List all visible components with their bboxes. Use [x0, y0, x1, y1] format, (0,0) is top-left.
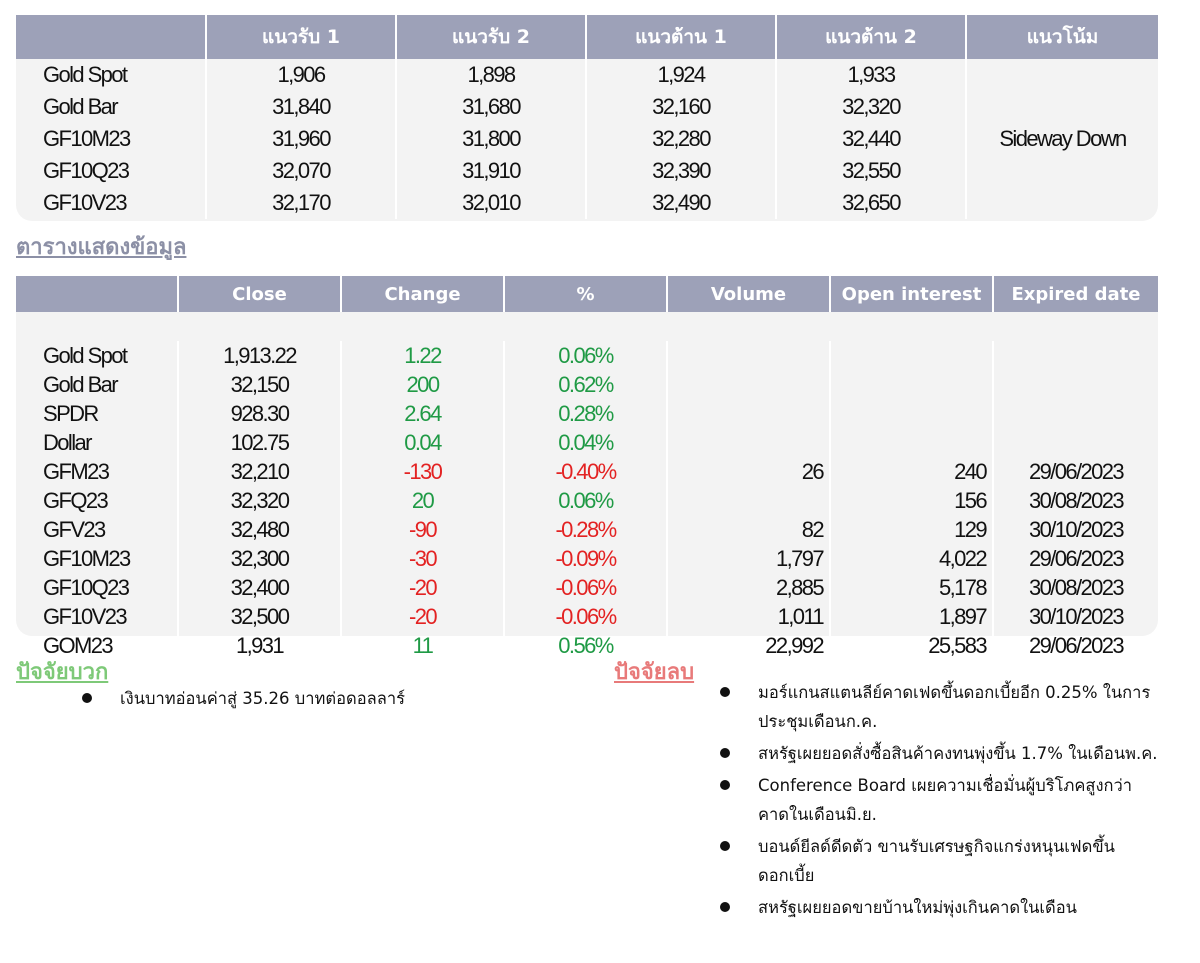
- instrument-name: GF10Q23: [16, 155, 206, 187]
- close-value: 32,320: [178, 486, 341, 515]
- open-interest-value: [830, 370, 993, 399]
- bullet-icon: [720, 902, 730, 912]
- change-value: -90: [341, 515, 504, 544]
- instrument-name: Gold Spot: [16, 59, 206, 91]
- volume-value: 82: [667, 515, 830, 544]
- bullet-icon: [720, 687, 730, 697]
- data-row: [16, 544, 1158, 573]
- instrument-name: Gold Bar: [16, 91, 206, 123]
- instrument-name: GF10M23: [16, 544, 178, 573]
- instrument-name: Dollar: [16, 428, 178, 457]
- header-resistance-1: แนวต้าน 1: [586, 15, 776, 59]
- resistance-2-value: 32,650: [776, 187, 966, 219]
- close-value: 928.30: [178, 399, 341, 428]
- open-interest-value: 4,022: [830, 544, 993, 573]
- open-interest-value: 156: [830, 486, 993, 515]
- section-title: ตารางแสดงข้อมูล: [16, 235, 187, 260]
- expired-date-value: [993, 428, 1158, 457]
- close-value: 32,300: [178, 544, 341, 573]
- bullet-icon: [720, 841, 730, 851]
- instrument-name: GF10M23: [16, 123, 206, 155]
- instrument-name: GF10V23: [16, 187, 206, 219]
- change-value: 200: [341, 370, 504, 399]
- bullet-icon: [720, 780, 730, 790]
- header-support-2: แนวรับ 2: [396, 15, 586, 59]
- instrument-name: GOM23: [16, 631, 178, 660]
- resistance-1-value: 32,160: [586, 91, 776, 123]
- header-volume: Volume: [667, 276, 830, 312]
- open-interest-value: 1,897: [830, 602, 993, 631]
- percent-value: -0.06%: [504, 573, 667, 602]
- expired-date-value: 30/10/2023: [1028, 516, 1124, 542]
- percent-value: -0.06%: [504, 602, 667, 631]
- percent-value: 0.04%: [504, 428, 667, 457]
- levels-table: [16, 15, 1158, 219]
- positive-factors-list: [82, 684, 562, 713]
- levels-header-blank: [16, 15, 206, 59]
- volume-value: 26: [667, 457, 830, 486]
- instrument-name: Gold Bar: [16, 370, 178, 399]
- open-interest-value: [830, 399, 993, 428]
- data-row: [16, 573, 1158, 602]
- support-1-value: 32,070: [206, 155, 396, 187]
- support-2-value: 31,680: [396, 91, 586, 123]
- negative-factor-text: สหรัฐเผยยอดขายบ้านใหม่พุ่งเกินคาดในเดือน: [758, 898, 1077, 917]
- close-value: 32,210: [178, 457, 341, 486]
- header-support-1: แนวรับ 1: [206, 15, 396, 59]
- expired-date-value: 30/08/2023: [1028, 487, 1124, 513]
- data-row: [16, 428, 1158, 457]
- data-row: [16, 602, 1158, 631]
- expired-date-value: 29/06/2023: [1028, 458, 1124, 484]
- negative-factor-item: [720, 893, 1160, 922]
- expired-date-value: 29/06/2023: [1028, 545, 1124, 571]
- volume-value: [667, 370, 830, 399]
- change-value: 0.04: [341, 428, 504, 457]
- positive-factor-item: [82, 684, 562, 713]
- levels-row: [16, 59, 1158, 91]
- expired-date-value: 30/10/2023: [1028, 603, 1124, 629]
- close-value: 1,913.22: [178, 341, 341, 370]
- instrument-name: GFV23: [16, 515, 178, 544]
- levels-header-row: [16, 15, 1158, 59]
- data-row: [16, 515, 1158, 544]
- change-value: -130: [341, 457, 504, 486]
- close-value: 32,150: [178, 370, 341, 399]
- open-interest-value: 25,583: [830, 631, 993, 660]
- close-value: 32,500: [178, 602, 341, 631]
- resistance-2-value: 32,440: [776, 123, 966, 155]
- volume-value: [667, 399, 830, 428]
- volume-value: 1,011: [667, 602, 830, 631]
- close-value: 32,400: [178, 573, 341, 602]
- volume-value: [667, 428, 830, 457]
- percent-value: 0.28%: [504, 399, 667, 428]
- volume-value: [667, 486, 830, 515]
- data-row: [16, 486, 1158, 515]
- percent-value: -0.28%: [504, 515, 667, 544]
- spacer-row: [16, 312, 1158, 341]
- resistance-1-value: 32,390: [586, 155, 776, 187]
- data-row: [16, 341, 1158, 370]
- instrument-name: Gold Spot: [16, 341, 178, 370]
- volume-value: 22,992: [667, 631, 830, 660]
- close-value: 32,480: [178, 515, 341, 544]
- change-value: -20: [341, 573, 504, 602]
- volume-value: 2,885: [667, 573, 830, 602]
- negative-factor-item: [720, 739, 1160, 768]
- support-2-value: 31,800: [396, 123, 586, 155]
- resistance-1-value: 32,490: [586, 187, 776, 219]
- open-interest-value: [830, 428, 993, 457]
- spacer-cell: [16, 312, 1158, 341]
- data-header-blank: [16, 276, 178, 312]
- expired-date-value: [993, 341, 1158, 370]
- percent-value: 0.62%: [504, 370, 667, 399]
- data-table: [16, 276, 1158, 660]
- instrument-name: GF10V23: [16, 602, 178, 631]
- negative-factors-list: [720, 678, 1160, 925]
- header-open-interest: Open interest: [830, 276, 993, 312]
- support-1-value: 31,840: [206, 91, 396, 123]
- instrument-name: GFQ23: [16, 486, 178, 515]
- header-change: Change: [341, 276, 504, 312]
- percent-value: 0.06%: [504, 341, 667, 370]
- change-value: 2.64: [341, 399, 504, 428]
- instrument-name: GF10Q23: [16, 573, 178, 602]
- resistance-2-value: 32,550: [776, 155, 966, 187]
- support-2-value: 31,910: [396, 155, 586, 187]
- bullet-icon: [82, 693, 92, 703]
- change-value: 11: [341, 631, 504, 660]
- support-1-value: 1,906: [206, 59, 396, 91]
- data-panel: [16, 276, 1158, 658]
- negative-factor-item: [720, 771, 1160, 829]
- expired-date-value: [993, 370, 1158, 399]
- data-row: [16, 631, 1158, 660]
- data-row: [16, 457, 1158, 486]
- negative-factor-item: [720, 678, 1160, 736]
- resistance-2-value: 32,320: [776, 91, 966, 123]
- resistance-1-value: 32,280: [586, 123, 776, 155]
- header-trend: แนวโน้ม: [966, 15, 1158, 59]
- negative-factor-text: สหรัฐเผยยอดสั่งซื้อสินค้าคงทนพุ่งขึ้น 1.7% ในเดือนพ.ค.: [758, 744, 1158, 763]
- negative-factor-text: มอร์แกนสแตนลีย์คาดเฟดขึ้นดอกเบี้ยอีก 0.25% ในการประชุมเดือนก.ค.: [758, 683, 1151, 731]
- expired-date-value: 30/08/2023: [1028, 574, 1124, 600]
- open-interest-value: [830, 341, 993, 370]
- open-interest-value: 129: [830, 515, 993, 544]
- support-1-value: 31,960: [206, 123, 396, 155]
- instrument-name: GFM23: [16, 457, 178, 486]
- resistance-2-value: 1,933: [776, 59, 966, 91]
- percent-value: 0.06%: [504, 486, 667, 515]
- header-resistance-2: แนวต้าน 2: [776, 15, 966, 59]
- expired-date-value: 29/06/2023: [1028, 632, 1124, 658]
- header-close: Close: [178, 276, 341, 312]
- trend-value: Sideway Down: [999, 126, 1126, 151]
- support-2-value: 1,898: [396, 59, 586, 91]
- positive-factors-title: ปัจจัยบวก: [16, 660, 109, 685]
- open-interest-value: 240: [830, 457, 993, 486]
- data-header-row: [16, 276, 1158, 312]
- change-value: -20: [341, 602, 504, 631]
- instrument-name: SPDR: [16, 399, 178, 428]
- percent-value: 0.56%: [504, 631, 667, 660]
- negative-factor-item: [720, 832, 1160, 890]
- volume-value: 1,797: [667, 544, 830, 573]
- percent-value: -0.09%: [504, 544, 667, 573]
- percent-value: -0.40%: [504, 457, 667, 486]
- negative-factor-text: บอนด์ยีลด์ดีดตัว ขานรับเศรษฐกิจแกร่งหนุนเฟดขึ้นดอกเบี้ย: [758, 837, 1115, 885]
- support-2-value: 32,010: [396, 187, 586, 219]
- change-value: 1.22: [341, 341, 504, 370]
- close-value: 102.75: [178, 428, 341, 457]
- open-interest-value: 5,178: [830, 573, 993, 602]
- change-value: -30: [341, 544, 504, 573]
- resistance-1-value: 1,924: [586, 59, 776, 91]
- change-value: 20: [341, 486, 504, 515]
- header-expired-date: Expired date: [993, 276, 1158, 312]
- positive-factor-text: เงินบาทอ่อนค่าสู่ 35.26 บาทต่อดอลลาร์: [120, 689, 406, 708]
- data-row: [16, 370, 1158, 399]
- volume-value: [667, 341, 830, 370]
- bullet-icon: [720, 748, 730, 758]
- close-value: 1,931: [178, 631, 341, 660]
- data-row: [16, 399, 1158, 428]
- negative-factor-text: Conference Board เผยความเชื่อมั่นผู้บริโภคสูงกว่าคาดในเดือนมิ.ย.: [758, 776, 1133, 824]
- header-percent: %: [504, 276, 667, 312]
- expired-date-value: [993, 399, 1158, 428]
- support-1-value: 32,170: [206, 187, 396, 219]
- levels-panel: [16, 15, 1158, 221]
- negative-factors-title: ปัจจัยลบ: [614, 660, 695, 685]
